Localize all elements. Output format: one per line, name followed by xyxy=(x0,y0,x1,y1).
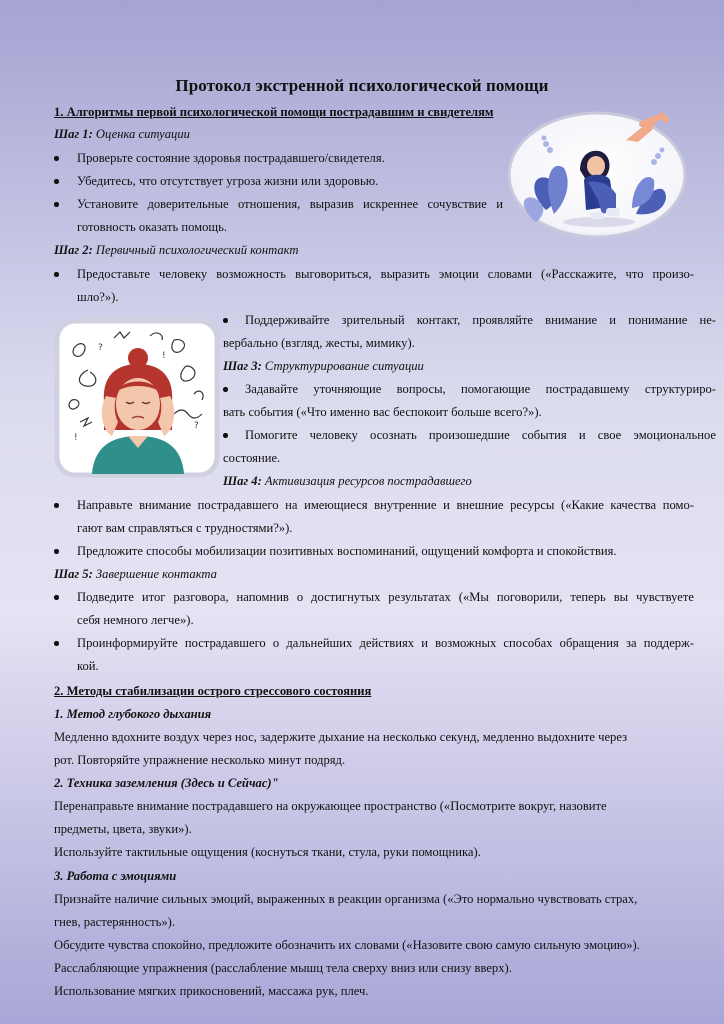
method2-line-2: предметы, цвета, звуки»). xyxy=(54,822,192,836)
step3-item-2-cont: состояние. xyxy=(223,451,281,465)
step1-heading: Шаг 1: Оценка ситуации xyxy=(54,127,190,141)
svg-text:!: ! xyxy=(162,351,166,361)
method2-line-3: Используйте тактильные ощущения (коснуться ткани, стула, руки помощника). xyxy=(54,845,481,859)
method3-heading: 3. Работа с эмоциями xyxy=(54,869,177,883)
method1-heading: 1. Метод глубокого дыхания xyxy=(54,707,212,721)
method3-line-5: Использование мягких прикосновений, массажа рук, плеч. xyxy=(54,984,369,998)
svg-text:?: ? xyxy=(98,343,103,353)
step4-item-1: Направьте внимание пострадавшего на имеющиеся внутренние и внешние ресурсы («Какие качества помо- xyxy=(77,498,694,512)
step5-item-1-cont: себя немного легче»). xyxy=(77,613,194,627)
step3-item-1: Задавайте уточняющие вопросы, помогающие пострадавшему структуриро- xyxy=(223,381,716,397)
step1-item-3: Установите доверительные отношения, выразив искреннее сочувствие и xyxy=(77,197,503,211)
method1-line-1: Медленно вдохните воздух через нос, задержите дыхание на несколько секунд, медленно выдохните через xyxy=(54,730,628,744)
step3-heading: Шаг 3: Структурирование ситуации xyxy=(223,359,424,373)
page-title: Протокол экстренной психологической помощи xyxy=(175,76,549,95)
svg-text:!: ! xyxy=(74,433,78,443)
step3-item-2: Помогите человеку осознать произошедшие события и свое эмоциональное xyxy=(223,427,716,443)
step1-item-1: Проверьте состояние здоровья пострадавшего/свидетеля. xyxy=(77,151,385,165)
step2-item-2: Поддерживайте зрительный контакт, проявляйте внимание и понимание не- xyxy=(223,312,716,328)
step2-item-1-cont: шло?»). xyxy=(77,290,119,304)
step4-item-1-cont: гают вам справляться с трудностями?»). xyxy=(77,521,293,535)
step5-heading: Шаг 5: Завершение контакта xyxy=(54,567,217,581)
method1-line-2: рот. Повторяйте упражнение несколько минут подряд. xyxy=(54,753,346,767)
step1-item-3-cont: готовность оказать помощь. xyxy=(77,220,227,234)
step3-item-1-cont: вать события («Что именно вас беспокоит больше всего?»). xyxy=(223,405,542,419)
sitting-woman-illustration xyxy=(506,110,688,240)
step2-heading: Шаг 2: Первичный психологический контакт xyxy=(54,243,299,257)
step1-item-2: Убедитесь, что отсутствует угроза жизни или здоровью. xyxy=(77,174,379,188)
method3-line-1: Признайте наличие сильных эмоций, выраженных в реакции организма («Это нормально чувствовать страх, xyxy=(54,892,638,906)
step5-item-2-cont: кой. xyxy=(77,659,99,673)
step5-item-2: Проинформируйте пострадавшего о дальнейших действиях и возможных способах обращения за поддерж- xyxy=(77,636,694,650)
svg-text:?: ? xyxy=(194,421,199,431)
method3-line-3: Обсудите чувства спокойно, предложите обозначить их словами («Назовите свою самую сильную эмоцию»). xyxy=(54,938,640,952)
section2-heading: 2. Методы стабилизации острого стрессового состояния xyxy=(54,684,372,698)
step4-item-2: Предложите способы мобилизации позитивных воспоминаний, ощущений комфорта и спокойствия. xyxy=(77,544,617,558)
method2-heading: 2. Техника заземления (Здесь и Сейчас)" xyxy=(54,776,279,790)
step2-item-1: Предоставьте человеку возможность выговориться, выразить эмоции словами («Расскажите, что произо- xyxy=(77,267,694,281)
method2-line-1: Перенаправьте внимание пострадавшего на окружающее пространство («Посмотрите вокруг, назовите xyxy=(54,799,607,813)
method3-line-4: Расслабляющие упражнения (расслабление мышц тела сверху вниз или снизу вверх). xyxy=(54,961,512,975)
stressed-woman-illustration xyxy=(54,318,220,478)
step2-item-2-cont: вербально (взгляд, жесты, мимику). xyxy=(223,336,415,350)
section1-heading: 1. Алгоритмы первой психологической помощи пострадавшим и свидетелям xyxy=(54,105,494,119)
method3-line-2: гнев, растерянность»). xyxy=(54,915,175,929)
step5-item-1: Подведите итог разговора, напомнив о достигнутых результатах («Мы поговорили, теперь вы чувствуете xyxy=(77,590,694,604)
step4-heading: Шаг 4: Активизация ресурсов пострадавшего xyxy=(223,474,472,488)
